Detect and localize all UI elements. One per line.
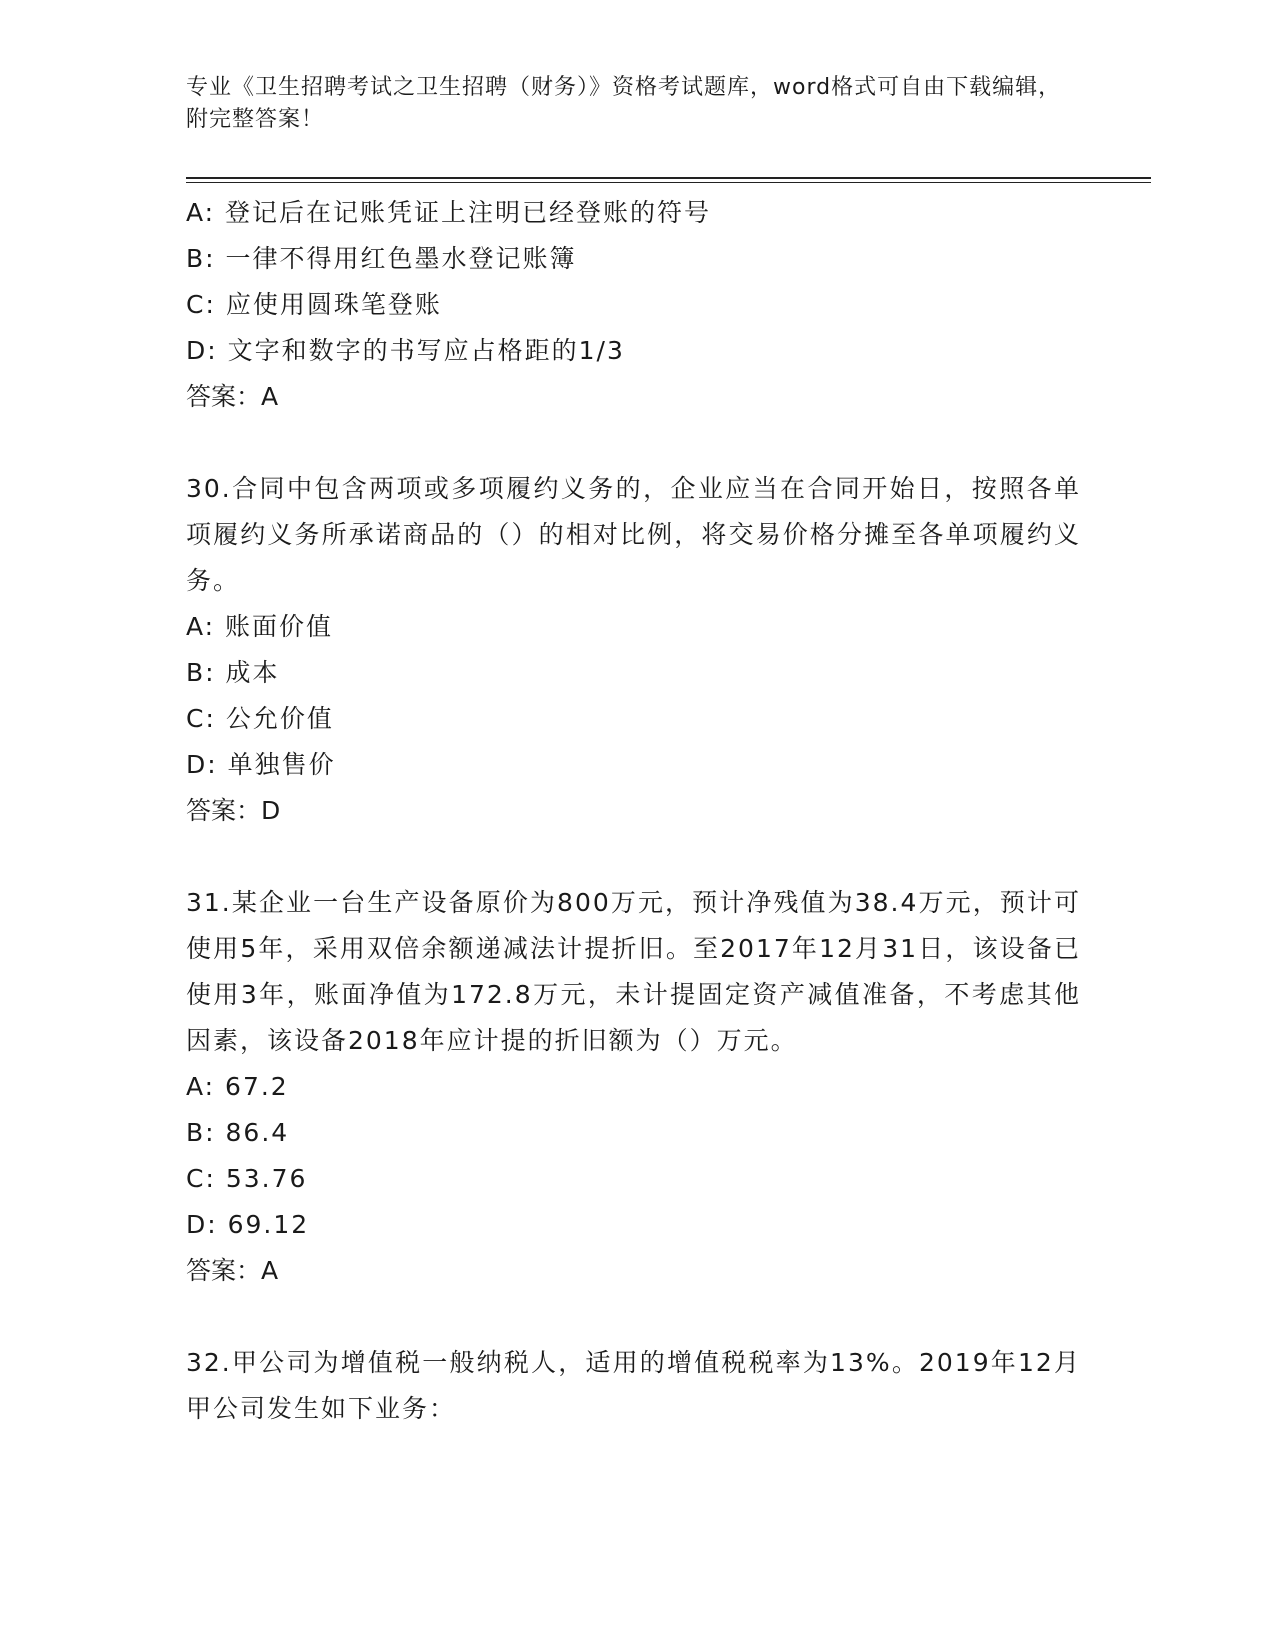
- option-c: C: 应使用圆珠笔登账: [186, 290, 442, 319]
- question-stem: 32.甲公司为增值税一般纳税人，适用的增值税税率为13%。2019年12月甲公司发生如下业务：: [186, 1348, 1081, 1423]
- header-rule-thin: [186, 182, 1151, 183]
- option-d: D: 69.12: [186, 1210, 310, 1239]
- spacer: [186, 1294, 1081, 1340]
- prev-question: [186, 190, 1081, 420]
- question-32: [186, 1340, 1081, 1432]
- option-b: B: 成本: [186, 658, 280, 687]
- answer: 答案：A: [186, 382, 279, 411]
- spacer: [186, 420, 1081, 466]
- option-a: A: 67.2: [186, 1072, 289, 1101]
- question-31: [186, 880, 1081, 1294]
- header-rule: [186, 177, 1151, 179]
- answer: 答案：D: [186, 796, 281, 825]
- option-a: A: 登记后在记账凭证上注明已经登账的符号: [186, 198, 712, 227]
- question-30: [186, 466, 1081, 834]
- question-content: [186, 190, 1081, 1432]
- spacer: [186, 834, 1081, 880]
- option-d: D: 单独售价: [186, 750, 336, 779]
- option-b: B: 一律不得用红色墨水登记账簿: [186, 244, 577, 273]
- question-stem: 30.合同中包含两项或多项履约义务的，企业应当在合同开始日，按照各单项履约义务所承诺商品的（）的相对比例，将交易价格分摊至各单项履约义务。: [186, 474, 1081, 595]
- answer: 答案：A: [186, 1256, 279, 1285]
- option-b: B: 86.4: [186, 1118, 290, 1147]
- option-c: C: 53.76: [186, 1164, 308, 1193]
- page-header: 专业《卫生招聘考试之卫生招聘（财务）》资格考试题库，word格式可自由下载编辑，附完整答案！: [186, 75, 1062, 132]
- option-a: A: 账面价值: [186, 612, 334, 641]
- option-d: D: 文字和数字的书写应占格距的1/3: [186, 336, 625, 365]
- option-c: C: 公允价值: [186, 704, 334, 733]
- question-stem: 31.某企业一台生产设备原价为800万元，预计净残值为38.4万元，预计可使用5年，采用双倍余额递减法计提折旧。至2017年12月31日，该设备已使用3年，账面净值为172.8万元，未计提固定资产减值准备，不考虑其他因素，该设备2018年应计提的折旧额为（）万元。: [186, 888, 1081, 1055]
